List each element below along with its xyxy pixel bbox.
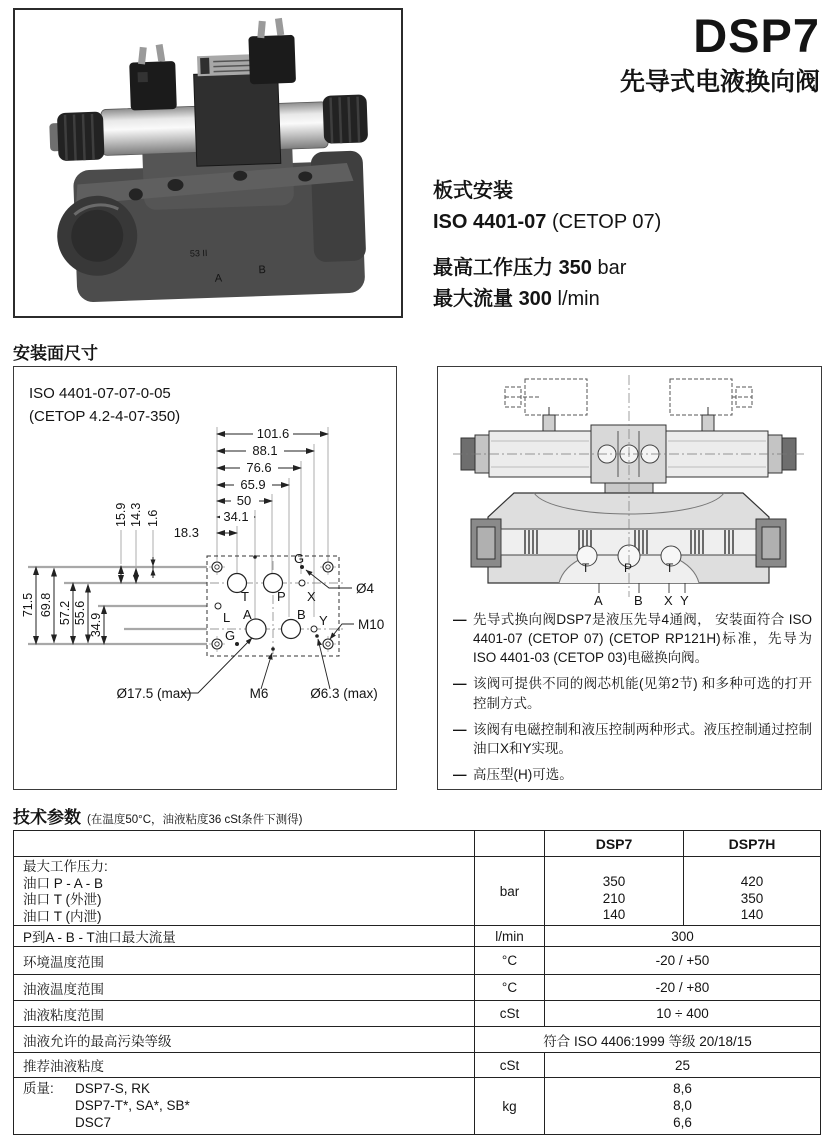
svg-text:57.2: 57.2 [58,600,72,626]
dsp7-pressures: 350 210 140 [602,874,626,922]
svg-text:76.6: 76.6 [246,460,272,475]
feature-item: — 该阀可提供不同的阀芯机能(见第2节) 和多种可选的打开控制方式。 [453,674,812,712]
svg-text:A: A [214,272,223,285]
svg-text:(CETOP 4.2-4-07-350): (CETOP 4.2-4-07-350) [29,408,181,425]
unit-cell: cSt [475,1001,545,1027]
dsp7h-pressures: 420 350 140 [740,874,764,922]
mounting-type: 板式安装 [433,180,513,202]
vertical-dimension-labels [21,503,160,638]
svg-text:B: B [297,607,306,622]
svg-text:53 II: 53 II [189,247,208,259]
svg-text:A: A [594,593,603,607]
drawing-standard-text [29,385,180,425]
m6-hole [271,647,275,651]
bottom-port-labels [594,593,689,607]
svg-text:50: 50 [236,493,252,508]
svg-text:G: G [294,551,305,566]
unit-cell: °C [475,947,545,975]
bullet-dash: — [453,676,467,692]
svg-text:X: X [664,593,673,607]
feature-item: — 先导式换向阀DSP7是液压先导4通阀， 安装面符合 ISO 4401-07 (CETOP 07) (CETOP RP121H)标准，先导为 ISO 4401-03 (CETOP 03)电磁换向阀。 [453,610,812,667]
svg-text:Ø6.3 (max): Ø6.3 (max) [310,686,378,701]
unit-cell: °C [475,975,545,1001]
mass-values: 8,6 8,0 6,6 [673,1081,692,1130]
svg-text:34.9: 34.9 [89,612,103,638]
unit-cell: bar [475,857,545,926]
svg-text:A: A [243,607,252,622]
specs-heading-text: 技术参数 [13,808,81,827]
spec-table [13,830,821,1135]
mass-models: DSP7-S, RK DSP7-T*, SA*, SB* DSC7 [75,1081,190,1130]
svg-text:ISO 4401-07-07-0-05: ISO 4401-07-07-0-05 [29,385,171,402]
port-hole-L [215,603,221,609]
pilot-stage [461,407,796,493]
intro-block [433,176,661,315]
svg-text:14.3: 14.3 [129,502,143,527]
svg-text:71.5: 71.5 [21,592,35,618]
table-header-row [14,831,821,857]
svg-text:Y: Y [319,613,328,628]
svg-text:15.9: 15.9 [114,502,128,527]
svg-text:M6: M6 [249,686,269,701]
port-hole-Y [311,626,317,632]
row-ambient-temp: 环境温度范围 °C -20 / +50 [14,947,821,975]
svg-text:88.1: 88.1 [252,443,278,458]
max-pressure: 最高工作压力 350 bar [433,257,627,279]
feature-item: — 该阀有电磁控制和液压控制两种形式。液压控制通过控制油口X和Y实现。 [453,720,812,758]
row-oil-temp: 油液温度范围 °C -20 / +80 [14,975,821,1001]
port-hole-X [299,580,305,586]
svg-text:Y: Y [680,593,689,607]
bullet-dash: — [453,767,467,783]
svg-text:T: T [582,561,590,575]
product-photo-frame [13,8,403,318]
svg-text:Ø17.5 (max): Ø17.5 (max) [116,686,192,701]
mounting-drawing [14,367,396,787]
svg-text:M10: M10 [358,617,385,632]
svg-text:101.6: 101.6 [256,426,290,441]
port-hole-A [246,619,266,639]
svg-text:18.3: 18.3 [173,525,199,540]
svg-text:T: T [241,589,249,604]
svg-text:55.6: 55.6 [73,600,87,626]
unit-cell: kg [475,1078,545,1135]
valve-cross-section [439,369,818,607]
page-subtitle: 先导式电液换向阀 [619,68,820,96]
svg-text:P: P [277,589,286,604]
svg-text:B: B [634,593,643,607]
mounting-heading: 安装面尺寸 [13,344,98,363]
svg-text:X: X [307,589,316,604]
unit-cell: cSt [475,1053,545,1078]
mounting-drawing-box [13,366,397,790]
col-header-dsp7: DSP7 [545,831,684,857]
svg-text:1.6: 1.6 [146,509,160,527]
reference-lines [28,567,207,644]
col-header-dsp7h: DSP7H [684,831,821,857]
unit-cell: l/min [475,926,545,947]
svg-text:L: L [223,610,231,625]
callout-labels [116,581,384,701]
page-title: DSP7 [693,9,820,62]
row-viscosity-range: 油液粘度范围 cSt 10 ÷ 400 [14,1001,821,1027]
row-mass: 质量: DSP7-S, RK DSP7-T*, SA*, SB* DSC7 kg 8,6 8,0 6,6 [14,1078,821,1135]
row-max-flow: P到A - B - T油口最大流量 l/min 300 [14,926,821,947]
bullet-dash: — [453,721,467,737]
max-flow: 最大流量 300 l/min [433,288,600,310]
row-contamination: 油液允许的最高污染等级 符合 ISO 4406:1999 等级 20/18/15 [14,1027,821,1053]
specs-heading [13,803,302,828]
svg-text:Ø4: Ø4 [356,581,375,596]
description-box [437,366,822,790]
port-pattern [207,551,344,656]
svg-text:G: G [225,628,236,643]
specs-note: (在温度50°C，油液粘度36 cSt条件下测得) [87,814,303,826]
iso-standard: ISO 4401-07 (CETOP 07) [433,211,662,233]
feature-item: — 高压型(H)可选。 [453,765,812,784]
svg-text:69.8: 69.8 [39,592,53,618]
svg-text:P: P [624,561,633,575]
product-photo [15,10,397,312]
title-block [619,9,820,98]
connector-outlines [505,379,752,415]
dimension-labels [174,426,293,540]
feature-list [453,610,812,791]
row-recommended-viscosity: 推荐油液粘度 cSt 25 [14,1053,821,1078]
main-stage [471,493,786,607]
svg-text:T: T [666,561,674,575]
row-max-pressure: 最大工作压力: 油口 P - A - B 油口 T (外泄) 油口 T (内泄) bar 350 210 140 420 350 140 [14,857,821,926]
svg-text:B: B [258,263,267,277]
bullet-dash: — [453,612,467,627]
port-hole-B [282,620,301,639]
svg-text:65.9: 65.9 [240,477,266,492]
pin-hole-G-bottom [235,642,239,646]
svg-text:34.1: 34.1 [223,509,249,524]
